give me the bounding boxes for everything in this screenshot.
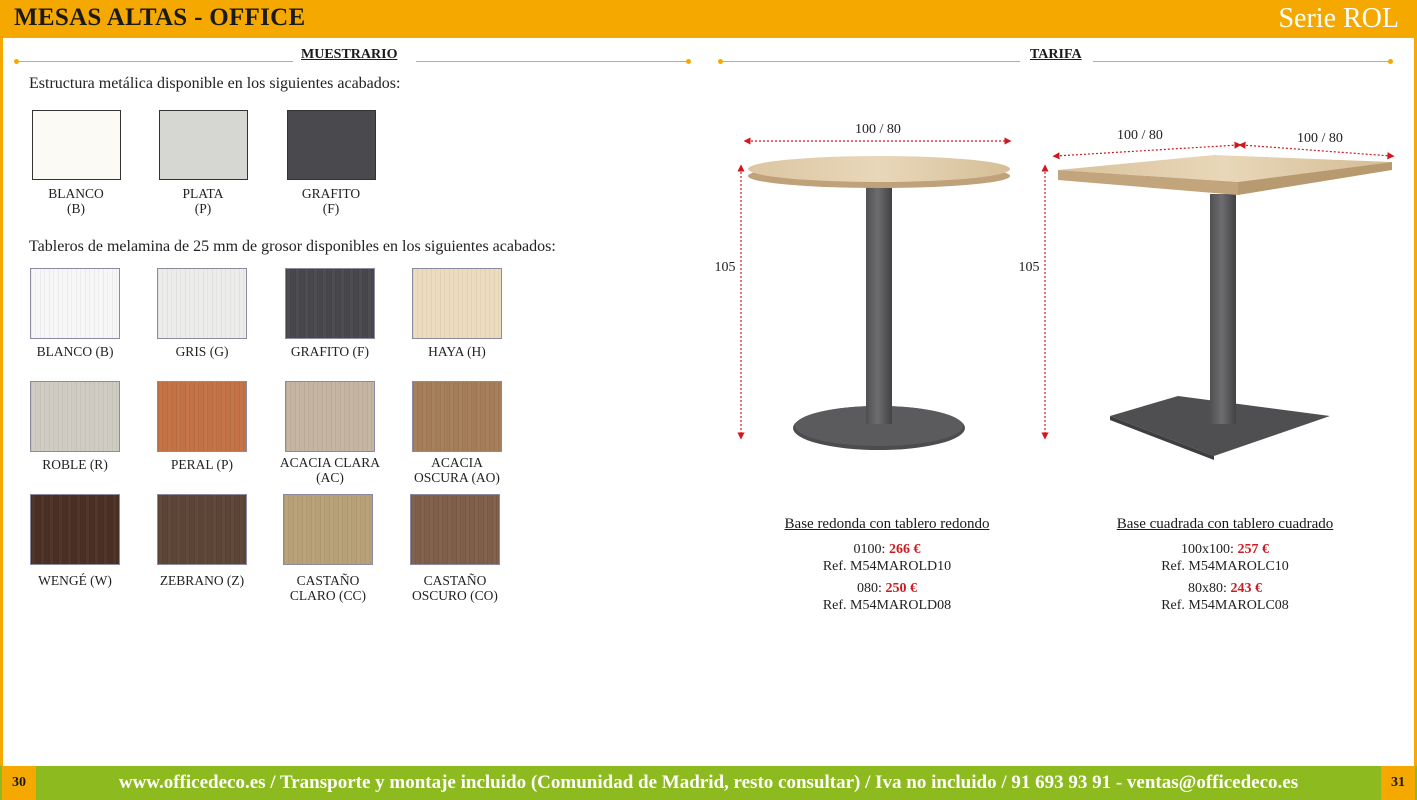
section-rule xyxy=(722,61,1020,62)
column xyxy=(1210,194,1236,424)
swatch-structure-plata xyxy=(159,110,248,180)
square-price-100: 100x100: 257 € Ref. M54MAROLC10 xyxy=(1161,542,1289,574)
round-table-caption: Base redonda con tablero redondo xyxy=(784,516,990,532)
square-price-80: 80x80: 243 € Ref. M54MAROLC08 xyxy=(1161,581,1289,613)
swatch-structure-grafito xyxy=(287,110,376,180)
swatch-top-peral xyxy=(157,381,247,452)
column xyxy=(866,180,892,424)
swatch-structure-blanco xyxy=(32,110,121,180)
swatch-label: GRAFITO (F) xyxy=(290,344,370,359)
swatch-label: BLANCO (B) xyxy=(48,186,104,216)
swatch-label: PLATA (P) xyxy=(182,186,224,216)
swatch-label: WENGÉ (W) xyxy=(38,573,112,588)
square-table-caption: Base cuadrada con tablero cuadrado xyxy=(1116,516,1334,532)
section-title-muestrario: MUESTRARIO xyxy=(301,47,398,62)
tops-intro: Tableros de melamina de 25 mm de grosor disponibles en los siguientes acabados: xyxy=(29,238,556,255)
swatch-top-gris xyxy=(157,268,247,339)
round-price-80: 080: 250 € Ref. M54MAROLD08 xyxy=(822,581,952,613)
section-rule xyxy=(1093,61,1390,62)
swatch-label: ACACIA CLARA (AC) xyxy=(279,455,381,485)
swatch-label: GRIS (G) xyxy=(175,344,229,359)
swatch-top-acacia-oscura xyxy=(412,381,502,452)
swatch-top-roble xyxy=(30,381,120,452)
section-rule xyxy=(18,61,293,62)
swatch-top-wenge xyxy=(30,494,120,565)
swatch-label: ZEBRANO (Z) xyxy=(159,573,245,588)
dim-height-label: 105 xyxy=(1018,260,1040,275)
swatch-top-acacia-clara xyxy=(285,381,375,452)
round-price-100: 0100: 266 € Ref. M54MAROLD10 xyxy=(822,542,952,574)
page-number-right: 31 xyxy=(1381,766,1415,800)
dim-top-label: 100 / 80 xyxy=(855,122,901,137)
left-frame-line xyxy=(0,38,3,766)
structure-intro: Estructura metálica disponible en los siguientes acabados: xyxy=(29,75,401,92)
swatch-top-blanco xyxy=(30,268,120,339)
dim-height-label: 105 xyxy=(714,260,736,275)
section-title-tarifa: TARIFA xyxy=(1030,47,1082,62)
swatch-label: CASTAÑO OSCURO (CO) xyxy=(412,573,498,603)
section-rule xyxy=(416,61,688,62)
series-label: Serie ROL xyxy=(1278,3,1399,34)
swatch-top-castano-claro xyxy=(283,494,373,565)
swatch-label: HAYA (H) xyxy=(428,344,486,359)
round-top xyxy=(748,156,1010,182)
swatch-label: GRAFITO (F) xyxy=(301,186,361,216)
swatch-top-haya xyxy=(412,268,502,339)
dim-top-right-label: 100 / 80 xyxy=(1297,131,1343,146)
footer-contact-text: www.officedeco.es / Transporte y montaje incluido (Comunidad de Madrid, resto consultar) / Iva no incluido / 91 693 93 91 - ventas@officedeco.es xyxy=(118,772,1299,793)
swatch-top-grafito xyxy=(285,268,375,339)
dim-top-left-arrow xyxy=(1056,145,1238,156)
round-table-image xyxy=(705,110,1035,470)
rule-dot xyxy=(1388,59,1393,64)
dim-top-left-label: 100 / 80 xyxy=(1117,128,1163,143)
swatch-top-castano-oscuro xyxy=(410,494,500,565)
swatch-label: ACACIA OSCURA (AO) xyxy=(414,455,500,485)
dim-top-right-arrow xyxy=(1242,145,1391,156)
square-table-image xyxy=(1010,110,1405,470)
rule-dot xyxy=(686,59,691,64)
swatch-label: BLANCO (B) xyxy=(36,344,114,359)
page-title: MESAS ALTAS - OFFICE xyxy=(14,4,306,31)
swatch-label: PERAL (P) xyxy=(170,457,234,472)
swatch-top-zebrano xyxy=(157,494,247,565)
swatch-label: ROBLE (R) xyxy=(42,457,108,472)
page-number-left: 30 xyxy=(2,766,36,800)
swatch-label: CASTAÑO CLARO (CC) xyxy=(289,573,367,603)
